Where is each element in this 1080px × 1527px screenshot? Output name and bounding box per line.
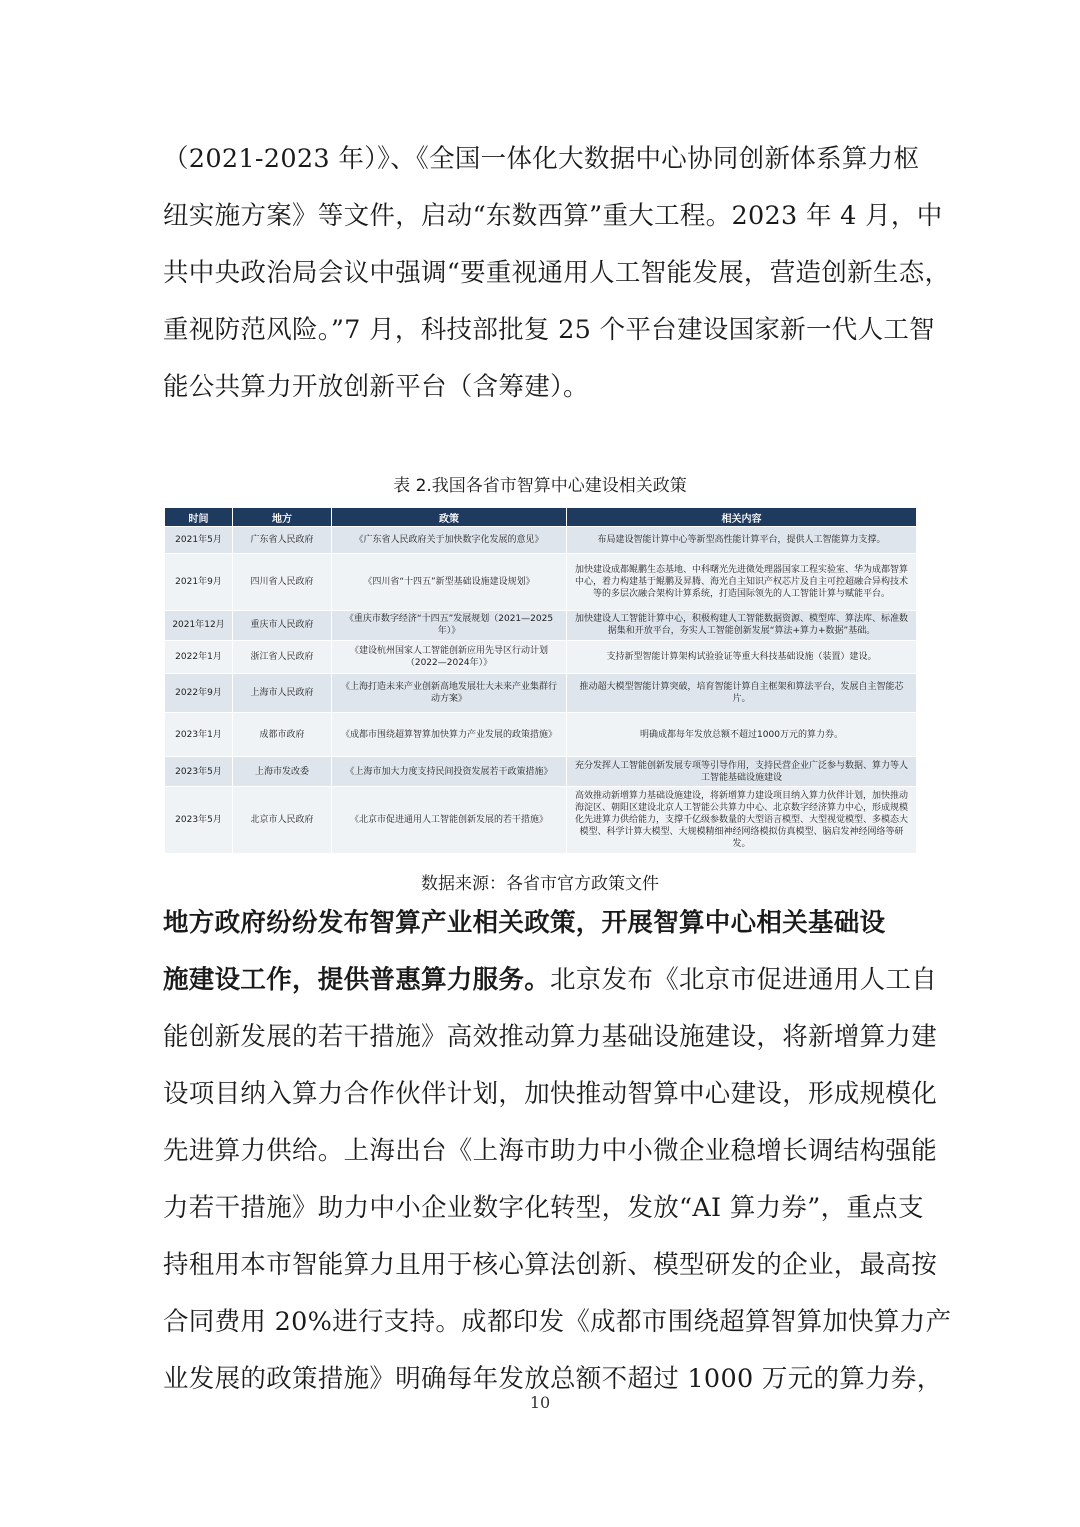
cell-time: 2021年12月 xyxy=(165,611,233,640)
cell-policy: 《上海打造未来产业创新高地发展壮大未来产业集群行动方案》 xyxy=(332,674,567,713)
text-line: 能公共算力开放创新平台（含筹建）。 xyxy=(163,372,589,402)
text-line: 持租用本市智能算力且用于核心算法创新、模型研发的企业，最高按 xyxy=(163,1250,938,1280)
cell-place: 上海市人民政府 xyxy=(233,674,332,713)
cell-time: 2023年5月 xyxy=(165,786,233,853)
intro-paragraph xyxy=(163,131,951,416)
cell-policy: 《上海市加大力度支持民间投资发展若干政策措施》 xyxy=(332,757,567,786)
cell-time: 2023年5月 xyxy=(165,757,233,786)
table-row xyxy=(165,674,917,713)
table-title: 表 2.我国各省市智算中心建设相关政策 xyxy=(393,476,687,496)
cell-place: 北京市人民政府 xyxy=(233,786,332,853)
cell-content: 加快建设人工智能计算中心，积极构建人工智能数据资源、模型库、算法库、标准数据集和开放平台，夯实人工智能创新发展“算法+算力+数据”基础。 xyxy=(567,611,917,640)
table-row xyxy=(165,611,917,640)
cell-place: 上海市发改委 xyxy=(233,757,332,786)
table-row xyxy=(165,786,917,853)
text-span: 北京发布《北京市促进通用人工自 xyxy=(550,965,938,995)
header-time: 时间 xyxy=(165,508,233,527)
cell-policy: 《成都市围绕超算智算加快算力产业发展的政策措施》 xyxy=(332,712,567,757)
header-content: 相关内容 xyxy=(567,508,917,527)
policy-table xyxy=(164,507,917,854)
cell-policy: 《北京市促进通用人工智能创新发展的若干措施》 xyxy=(332,786,567,853)
cell-place: 四川省人民政府 xyxy=(233,554,332,611)
table-row xyxy=(165,757,917,786)
text-line xyxy=(163,952,938,1009)
cell-place: 重庆市人民政府 xyxy=(233,611,332,640)
cell-time: 2021年9月 xyxy=(165,554,233,611)
cell-content: 布局建设智能计算中心等新型高性能计算平台，提供人工智能算力支撑。 xyxy=(567,527,917,554)
cell-policy: 《四川省“十四五”新型基础设施建设规划》 xyxy=(332,554,567,611)
text-line: 先进算力供给。上海出台《上海市助力中小微企业稳增长调结构强能 xyxy=(163,1136,938,1166)
cell-content: 加快建设成都鲲鹏生态基地、中科曙光先进微处理器国家工程实验室、华为成都智算中心，着力构建基于鲲鹏及昇腾、海光自主知识产权芯片及自主可控超融合异构技术等的多层次融合架构计算系统，打造国际领先的人工智能计算与赋能平台。 xyxy=(567,554,917,611)
table-row xyxy=(165,554,917,611)
cell-content: 充分发挥人工智能创新发展专项等引导作用，支持民营企业广泛参与数据、算力等人工智能基础设施建设 xyxy=(567,757,917,786)
cell-time: 2021年5月 xyxy=(165,527,233,554)
cell-content: 明确成都每年发放总额不超过1000万元的算力券。 xyxy=(567,712,917,757)
table-source: 数据来源：各省市官方政策文件 xyxy=(421,874,659,894)
text-line: 设项目纳入算力合作伙伴计划，加快推动智算中心建设，形成规模化 xyxy=(163,1079,938,1109)
cell-time: 2022年9月 xyxy=(165,674,233,713)
cell-content: 高效推动新增算力基础设施建设，将新增算力建设项目纳入算力伙伴计划，加快推动海淀区、朝阳区建设北京人工智能公共算力中心、北京数字经济算力中心，形成规模化先进算力供给能力，支撑千亿级参数量的大型语言模型、大型视觉模型、多模态大模型、科学计算大模型、大规模精细神经网络模拟仿真模型、脑启发神经网络等研发。 xyxy=(567,786,917,853)
cell-policy: 《建设杭州国家人工智能创新应用先导区行动计划（2022—2024年）》 xyxy=(332,640,567,674)
cell-place: 浙江省人民政府 xyxy=(233,640,332,674)
table-row xyxy=(165,712,917,757)
text-line: 业发展的政策措施》明确每年发放总额不超过 1000 万元的算力券， xyxy=(163,1364,943,1394)
cell-policy: 《重庆市数字经济“十四五”发展规划（2021—2025年）》 xyxy=(332,611,567,640)
policy-table-container xyxy=(164,507,916,854)
text-line-bold: 地方政府纷纷发布智算产业相关政策，开展智算中心相关基础设 xyxy=(163,908,886,938)
header-place: 地方 xyxy=(233,508,332,527)
text-line: 共中央政治局会议中强调“要重视通用人工智能发展，营造创新生态， xyxy=(163,258,951,288)
cell-place: 成都市政府 xyxy=(233,712,332,757)
cell-time: 2022年1月 xyxy=(165,640,233,674)
text-line: 合同费用 20%进行支持。成都印发《成都市围绕超算智算加快算力产 xyxy=(163,1307,952,1337)
text-line: 力若干措施》助力中小企业数字化转型，发放“AI 算力券”，重点支 xyxy=(163,1193,924,1223)
text-line: （2021-2023 年）》、《全国一体化大数据中心协同创新体系算力枢 xyxy=(163,144,920,174)
text-line: 重视防范风险。”7 月，科技部批复 25 个平台建设国家新一代人工智 xyxy=(163,315,935,345)
text-line: 能创新发展的若干措施》高效推动算力基础设施建设，将新增算力建 xyxy=(163,1022,938,1052)
table-row xyxy=(165,640,917,674)
text-line: 纽实施方案》等文件，启动“东数西算”重大工程。2023 年 4 月，中 xyxy=(163,201,943,231)
cell-content: 推动超大模型智能计算突破，培育智能计算自主框架和算法平台，发展自主智能芯片。 xyxy=(567,674,917,713)
policy-paragraph xyxy=(163,895,952,1408)
cell-policy: 《广东省人民政府关于加快数字化发展的意见》 xyxy=(332,527,567,554)
table-header-row xyxy=(165,508,917,527)
page-number: 10 xyxy=(529,1393,551,1412)
table-row xyxy=(165,527,917,554)
text-bold-span: 施建设工作，提供普惠算力服务。 xyxy=(163,965,551,995)
header-policy: 政策 xyxy=(332,508,567,527)
cell-time: 2023年1月 xyxy=(165,712,233,757)
cell-content: 支持新型智能计算架构试验验证等重大科技基础设施（装置）建设。 xyxy=(567,640,917,674)
cell-place: 广东省人民政府 xyxy=(233,527,332,554)
